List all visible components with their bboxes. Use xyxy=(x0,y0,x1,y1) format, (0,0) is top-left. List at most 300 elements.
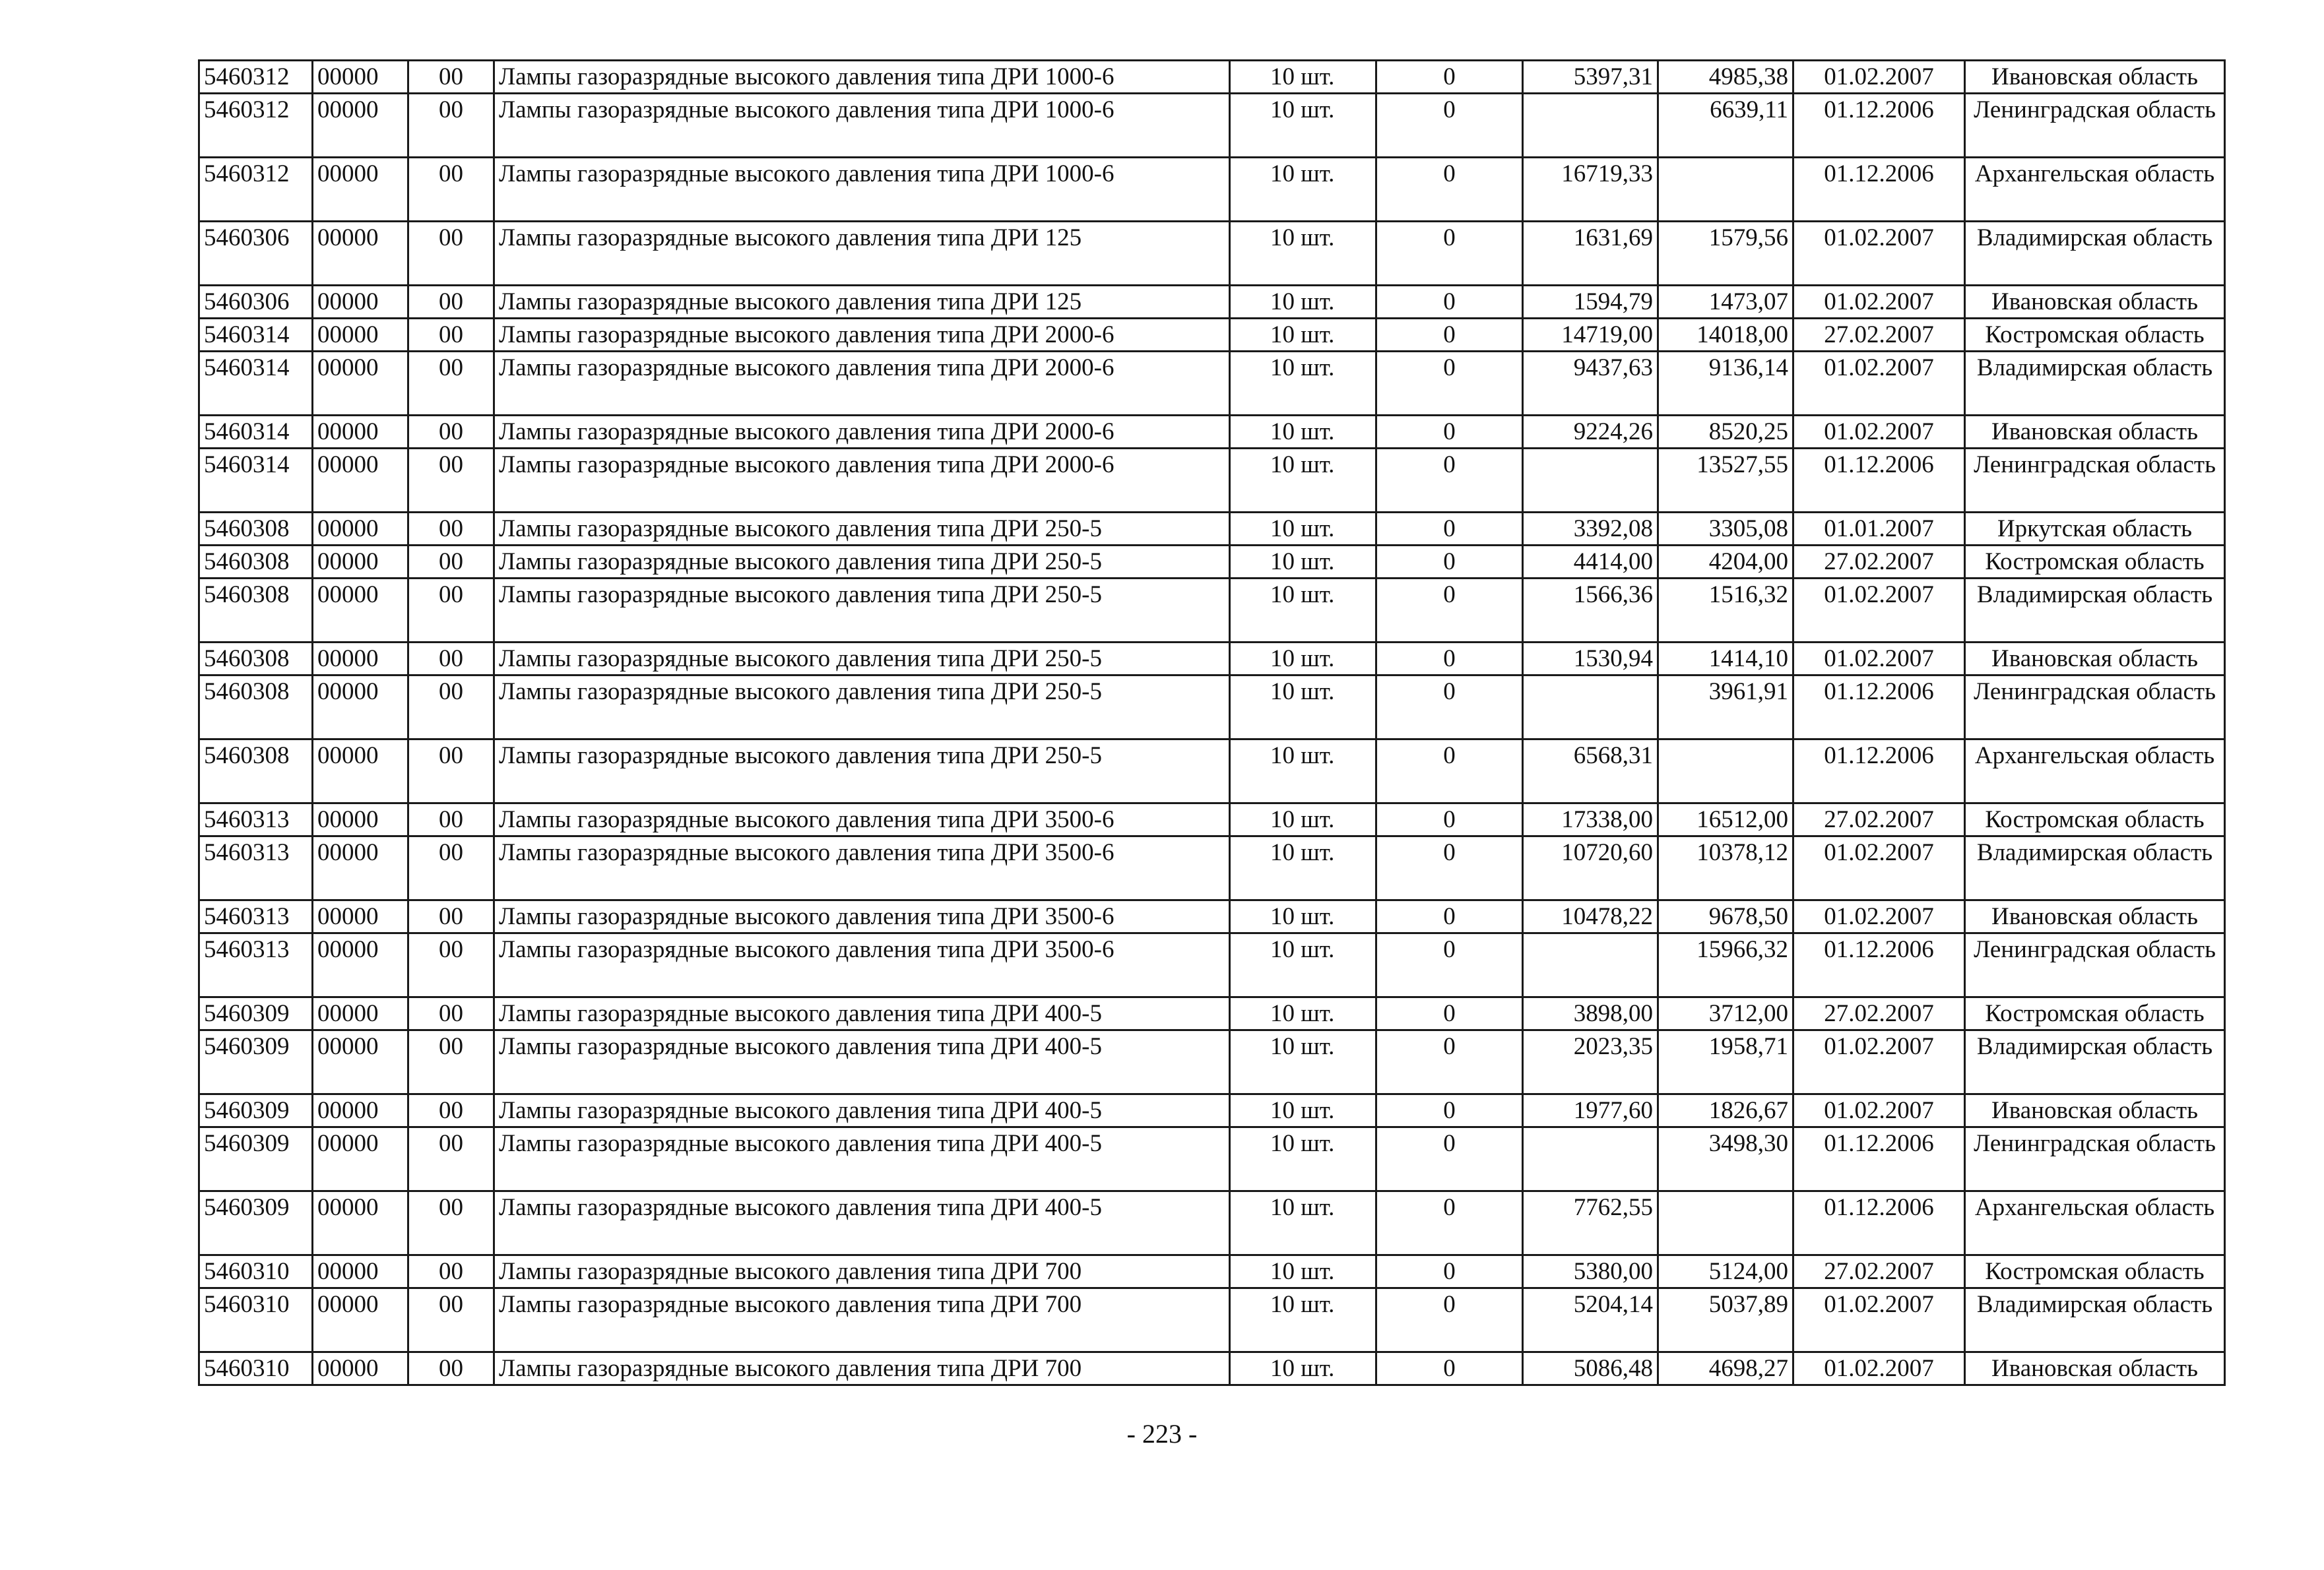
cell-item-name: Лампы газоразрядные высокого давления типа ДРИ 1000-6 xyxy=(494,158,1230,222)
cell-region: Костромская область xyxy=(1965,997,2225,1030)
cell-item-name: Лампы газоразрядные высокого давления типа ДРИ 3500-6 xyxy=(494,900,1230,933)
cell-quantity: 0 xyxy=(1376,416,1523,449)
cell-item-name: Лампы газоразрядные высокого давления типа ДРИ 400-5 xyxy=(494,1191,1230,1255)
cell-zero-code: 00 xyxy=(408,222,494,286)
cell-price-1: 5380,00 xyxy=(1523,1255,1658,1288)
cell-price-2 xyxy=(1658,158,1793,222)
cell-zero-code: 00 xyxy=(408,1094,494,1127)
cell-region: Архангельская область xyxy=(1965,1191,2225,1255)
cell-date: 01.12.2006 xyxy=(1793,449,1965,513)
cell-unit: 10 шт. xyxy=(1230,739,1376,803)
cell-code: 5460306 xyxy=(199,286,313,319)
cell-price-1: 1566,36 xyxy=(1523,579,1658,643)
cell-price-2: 1826,67 xyxy=(1658,1094,1793,1127)
cell-quantity: 0 xyxy=(1376,836,1523,900)
cell-unit: 10 шт. xyxy=(1230,319,1376,352)
cell-code: 5460308 xyxy=(199,546,313,579)
cell-code: 5460309 xyxy=(199,1030,313,1094)
cell-item-name: Лампы газоразрядные высокого давления типа ДРИ 250-5 xyxy=(494,739,1230,803)
cell-quantity: 0 xyxy=(1376,579,1523,643)
cell-unit: 10 шт. xyxy=(1230,352,1376,416)
cell-price-2: 4698,27 xyxy=(1658,1352,1793,1385)
cell-price-1: 1594,79 xyxy=(1523,286,1658,319)
cell-code: 5460309 xyxy=(199,1127,313,1191)
cell-price-1 xyxy=(1523,449,1658,513)
cell-unit: 10 шт. xyxy=(1230,1094,1376,1127)
cell-zero-code: 00 xyxy=(408,933,494,997)
page-number: - 223 - xyxy=(1126,1419,1198,1449)
cell-price-2: 3961,91 xyxy=(1658,675,1793,739)
cell-price-1: 2023,35 xyxy=(1523,1030,1658,1094)
cell-price-2: 3305,08 xyxy=(1658,513,1793,546)
cell-quantity: 0 xyxy=(1376,1094,1523,1127)
cell-region: Ивановская область xyxy=(1965,1094,2225,1127)
cell-price-1: 17338,00 xyxy=(1523,803,1658,836)
cell-unit: 10 шт. xyxy=(1230,933,1376,997)
cell-region: Ивановская область xyxy=(1965,416,2225,449)
cell-unit: 10 шт. xyxy=(1230,286,1376,319)
cell-region: Ивановская область xyxy=(1965,643,2225,675)
cell-region: Архангельская область xyxy=(1965,739,2225,803)
cell-code: 5460313 xyxy=(199,900,313,933)
table-row xyxy=(199,900,2225,933)
cell-date: 01.12.2006 xyxy=(1793,933,1965,997)
cell-zero-code: 00 xyxy=(408,513,494,546)
table-row xyxy=(199,1030,2225,1094)
cell-date: 01.02.2007 xyxy=(1793,61,1965,94)
cell-subcode: 00000 xyxy=(313,1127,408,1191)
cell-quantity: 0 xyxy=(1376,1352,1523,1385)
cell-item-name: Лампы газоразрядные высокого давления типа ДРИ 700 xyxy=(494,1288,1230,1352)
cell-price-1: 4414,00 xyxy=(1523,546,1658,579)
cell-price-2: 6639,11 xyxy=(1658,94,1793,158)
cell-date: 27.02.2007 xyxy=(1793,803,1965,836)
cell-subcode: 00000 xyxy=(313,61,408,94)
cell-price-1: 1530,94 xyxy=(1523,643,1658,675)
cell-unit: 10 шт. xyxy=(1230,416,1376,449)
cell-region: Иркутская область xyxy=(1965,513,2225,546)
cell-unit: 10 шт. xyxy=(1230,675,1376,739)
cell-item-name: Лампы газоразрядные высокого давления типа ДРИ 2000-6 xyxy=(494,352,1230,416)
cell-unit: 10 шт. xyxy=(1230,158,1376,222)
cell-zero-code: 00 xyxy=(408,286,494,319)
cell-zero-code: 00 xyxy=(408,803,494,836)
cell-quantity: 0 xyxy=(1376,286,1523,319)
cell-region: Ивановская область xyxy=(1965,286,2225,319)
table-row xyxy=(199,416,2225,449)
cell-subcode: 00000 xyxy=(313,546,408,579)
cell-subcode: 00000 xyxy=(313,643,408,675)
cell-price-2: 4985,38 xyxy=(1658,61,1793,94)
cell-zero-code: 00 xyxy=(408,1191,494,1255)
table-row xyxy=(199,94,2225,158)
cell-price-2 xyxy=(1658,739,1793,803)
cell-subcode: 00000 xyxy=(313,1191,408,1255)
cell-unit: 10 шт. xyxy=(1230,579,1376,643)
cell-region: Ленинградская область xyxy=(1965,449,2225,513)
cell-subcode: 00000 xyxy=(313,319,408,352)
cell-item-name: Лампы газоразрядные высокого давления типа ДРИ 1000-6 xyxy=(494,94,1230,158)
cell-price-2: 1579,56 xyxy=(1658,222,1793,286)
cell-region: Ивановская область xyxy=(1965,900,2225,933)
cell-item-name: Лампы газоразрядные высокого давления типа ДРИ 2000-6 xyxy=(494,319,1230,352)
cell-date: 01.02.2007 xyxy=(1793,352,1965,416)
cell-unit: 10 шт. xyxy=(1230,222,1376,286)
cell-region: Ленинградская область xyxy=(1965,94,2225,158)
cell-subcode: 00000 xyxy=(313,1255,408,1288)
cell-price-1 xyxy=(1523,94,1658,158)
cell-item-name: Лампы газоразрядные высокого давления типа ДРИ 250-5 xyxy=(494,675,1230,739)
cell-item-name: Лампы газоразрядные высокого давления типа ДРИ 250-5 xyxy=(494,546,1230,579)
cell-date: 27.02.2007 xyxy=(1793,319,1965,352)
cell-date: 01.01.2007 xyxy=(1793,513,1965,546)
cell-item-name: Лампы газоразрядные высокого давления типа ДРИ 250-5 xyxy=(494,643,1230,675)
cell-region: Костромская область xyxy=(1965,546,2225,579)
cell-date: 01.02.2007 xyxy=(1793,286,1965,319)
cell-price-1: 3898,00 xyxy=(1523,997,1658,1030)
cell-code: 5460314 xyxy=(199,319,313,352)
cell-price-2: 3712,00 xyxy=(1658,997,1793,1030)
cell-quantity: 0 xyxy=(1376,997,1523,1030)
cell-zero-code: 00 xyxy=(408,546,494,579)
cell-code: 5460312 xyxy=(199,61,313,94)
cell-subcode: 00000 xyxy=(313,222,408,286)
cell-zero-code: 00 xyxy=(408,675,494,739)
cell-date: 27.02.2007 xyxy=(1793,546,1965,579)
cell-zero-code: 00 xyxy=(408,61,494,94)
cell-region: Костромская область xyxy=(1965,1255,2225,1288)
price-table xyxy=(198,59,2226,1386)
cell-region: Владимирская область xyxy=(1965,1288,2225,1352)
cell-item-name: Лампы газоразрядные высокого давления типа ДРИ 400-5 xyxy=(494,1030,1230,1094)
cell-unit: 10 шт. xyxy=(1230,1030,1376,1094)
cell-item-name: Лампы газоразрядные высокого давления типа ДРИ 400-5 xyxy=(494,997,1230,1030)
cell-region: Архангельская область xyxy=(1965,158,2225,222)
cell-date: 01.02.2007 xyxy=(1793,1094,1965,1127)
table-row xyxy=(199,1288,2225,1352)
cell-region: Владимирская область xyxy=(1965,836,2225,900)
cell-unit: 10 шт. xyxy=(1230,643,1376,675)
cell-subcode: 00000 xyxy=(313,803,408,836)
cell-unit: 10 шт. xyxy=(1230,803,1376,836)
cell-date: 01.12.2006 xyxy=(1793,1127,1965,1191)
cell-zero-code: 00 xyxy=(408,1288,494,1352)
cell-subcode: 00000 xyxy=(313,900,408,933)
cell-zero-code: 00 xyxy=(408,319,494,352)
cell-quantity: 0 xyxy=(1376,1191,1523,1255)
cell-price-2: 1958,71 xyxy=(1658,1030,1793,1094)
cell-subcode: 00000 xyxy=(313,449,408,513)
cell-price-1 xyxy=(1523,675,1658,739)
table-row xyxy=(199,222,2225,286)
cell-date: 01.02.2007 xyxy=(1793,416,1965,449)
cell-price-2: 9678,50 xyxy=(1658,900,1793,933)
cell-code: 5460309 xyxy=(199,1094,313,1127)
cell-price-1: 5204,14 xyxy=(1523,1288,1658,1352)
cell-quantity: 0 xyxy=(1376,513,1523,546)
cell-price-2: 8520,25 xyxy=(1658,416,1793,449)
cell-zero-code: 00 xyxy=(408,1030,494,1094)
cell-code: 5460312 xyxy=(199,94,313,158)
cell-unit: 10 шт. xyxy=(1230,94,1376,158)
cell-code: 5460310 xyxy=(199,1255,313,1288)
cell-price-2: 5037,89 xyxy=(1658,1288,1793,1352)
cell-zero-code: 00 xyxy=(408,1255,494,1288)
cell-date: 01.02.2007 xyxy=(1793,1352,1965,1385)
cell-code: 5460309 xyxy=(199,997,313,1030)
cell-date: 27.02.2007 xyxy=(1793,997,1965,1030)
cell-date: 01.02.2007 xyxy=(1793,900,1965,933)
table-row xyxy=(199,803,2225,836)
cell-region: Владимирская область xyxy=(1965,222,2225,286)
cell-quantity: 0 xyxy=(1376,222,1523,286)
cell-quantity: 0 xyxy=(1376,933,1523,997)
cell-date: 01.02.2007 xyxy=(1793,1030,1965,1094)
cell-zero-code: 00 xyxy=(408,900,494,933)
cell-zero-code: 00 xyxy=(408,739,494,803)
cell-region: Ленинградская область xyxy=(1965,1127,2225,1191)
cell-price-1: 10478,22 xyxy=(1523,900,1658,933)
table-row xyxy=(199,513,2225,546)
cell-item-name: Лампы газоразрядные высокого давления типа ДРИ 1000-6 xyxy=(494,61,1230,94)
table-row xyxy=(199,1255,2225,1288)
cell-price-2: 9136,14 xyxy=(1658,352,1793,416)
cell-subcode: 00000 xyxy=(313,933,408,997)
cell-price-1: 5086,48 xyxy=(1523,1352,1658,1385)
cell-zero-code: 00 xyxy=(408,1127,494,1191)
cell-zero-code: 00 xyxy=(408,643,494,675)
cell-quantity: 0 xyxy=(1376,1030,1523,1094)
cell-unit: 10 шт. xyxy=(1230,513,1376,546)
table-row xyxy=(199,61,2225,94)
cell-code: 5460312 xyxy=(199,158,313,222)
cell-code: 5460313 xyxy=(199,933,313,997)
cell-unit: 10 шт. xyxy=(1230,836,1376,900)
cell-quantity: 0 xyxy=(1376,739,1523,803)
table-row xyxy=(199,643,2225,675)
cell-quantity: 0 xyxy=(1376,900,1523,933)
cell-item-name: Лампы газоразрядные высокого давления типа ДРИ 700 xyxy=(494,1352,1230,1385)
table-row xyxy=(199,739,2225,803)
cell-date: 01.02.2007 xyxy=(1793,643,1965,675)
cell-item-name: Лампы газоразрядные высокого давления типа ДРИ 250-5 xyxy=(494,513,1230,546)
cell-subcode: 00000 xyxy=(313,158,408,222)
table-row xyxy=(199,579,2225,643)
cell-unit: 10 шт. xyxy=(1230,449,1376,513)
cell-price-1: 3392,08 xyxy=(1523,513,1658,546)
cell-item-name: Лампы газоразрядные высокого давления типа ДРИ 125 xyxy=(494,286,1230,319)
price-table-body xyxy=(199,61,2225,1385)
cell-price-1: 7762,55 xyxy=(1523,1191,1658,1255)
cell-region: Ивановская область xyxy=(1965,1352,2225,1385)
cell-subcode: 00000 xyxy=(313,1352,408,1385)
cell-unit: 10 шт. xyxy=(1230,1191,1376,1255)
table-row xyxy=(199,1127,2225,1191)
cell-subcode: 00000 xyxy=(313,836,408,900)
cell-item-name: Лампы газоразрядные высокого давления типа ДРИ 250-5 xyxy=(494,579,1230,643)
cell-subcode: 00000 xyxy=(313,286,408,319)
table-row xyxy=(199,836,2225,900)
cell-price-1: 16719,33 xyxy=(1523,158,1658,222)
cell-quantity: 0 xyxy=(1376,158,1523,222)
cell-item-name: Лампы газоразрядные высокого давления типа ДРИ 125 xyxy=(494,222,1230,286)
cell-price-1: 10720,60 xyxy=(1523,836,1658,900)
table-row xyxy=(199,1191,2225,1255)
cell-date: 01.12.2006 xyxy=(1793,1191,1965,1255)
cell-date: 27.02.2007 xyxy=(1793,1255,1965,1288)
cell-unit: 10 шт. xyxy=(1230,1127,1376,1191)
table-row xyxy=(199,449,2225,513)
cell-quantity: 0 xyxy=(1376,546,1523,579)
cell-zero-code: 00 xyxy=(408,158,494,222)
cell-region: Ивановская область xyxy=(1965,61,2225,94)
table-row xyxy=(199,1094,2225,1127)
cell-quantity: 0 xyxy=(1376,61,1523,94)
cell-price-2: 15966,32 xyxy=(1658,933,1793,997)
cell-unit: 10 шт. xyxy=(1230,1288,1376,1352)
cell-quantity: 0 xyxy=(1376,94,1523,158)
cell-region: Ленинградская область xyxy=(1965,933,2225,997)
cell-subcode: 00000 xyxy=(313,675,408,739)
cell-region: Костромская область xyxy=(1965,319,2225,352)
cell-item-name: Лампы газоразрядные высокого давления типа ДРИ 700 xyxy=(494,1255,1230,1288)
cell-subcode: 00000 xyxy=(313,416,408,449)
cell-date: 01.02.2007 xyxy=(1793,836,1965,900)
cell-unit: 10 шт. xyxy=(1230,1255,1376,1288)
cell-price-2: 1473,07 xyxy=(1658,286,1793,319)
cell-code: 5460308 xyxy=(199,513,313,546)
cell-zero-code: 00 xyxy=(408,94,494,158)
cell-zero-code: 00 xyxy=(408,416,494,449)
cell-unit: 10 шт. xyxy=(1230,61,1376,94)
table-row xyxy=(199,352,2225,416)
table-row xyxy=(199,933,2225,997)
cell-region: Владимирская область xyxy=(1965,1030,2225,1094)
cell-price-2 xyxy=(1658,1191,1793,1255)
cell-quantity: 0 xyxy=(1376,675,1523,739)
cell-price-1 xyxy=(1523,933,1658,997)
cell-code: 5460309 xyxy=(199,1191,313,1255)
cell-date: 01.12.2006 xyxy=(1793,94,1965,158)
cell-price-1: 14719,00 xyxy=(1523,319,1658,352)
cell-price-2: 4204,00 xyxy=(1658,546,1793,579)
cell-quantity: 0 xyxy=(1376,1255,1523,1288)
cell-price-1: 1977,60 xyxy=(1523,1094,1658,1127)
cell-price-2: 16512,00 xyxy=(1658,803,1793,836)
cell-subcode: 00000 xyxy=(313,1094,408,1127)
cell-quantity: 0 xyxy=(1376,449,1523,513)
cell-item-name: Лампы газоразрядные высокого давления типа ДРИ 3500-6 xyxy=(494,803,1230,836)
cell-code: 5460314 xyxy=(199,416,313,449)
table-row xyxy=(199,997,2225,1030)
cell-code: 5460313 xyxy=(199,836,313,900)
cell-region: Костромская область xyxy=(1965,803,2225,836)
cell-price-2: 3498,30 xyxy=(1658,1127,1793,1191)
table-row xyxy=(199,158,2225,222)
cell-price-1 xyxy=(1523,1127,1658,1191)
cell-code: 5460310 xyxy=(199,1352,313,1385)
cell-quantity: 0 xyxy=(1376,1288,1523,1352)
cell-item-name: Лампы газоразрядные высокого давления типа ДРИ 400-5 xyxy=(494,1127,1230,1191)
cell-code: 5460306 xyxy=(199,222,313,286)
cell-code: 5460308 xyxy=(199,739,313,803)
cell-subcode: 00000 xyxy=(313,352,408,416)
cell-subcode: 00000 xyxy=(313,513,408,546)
cell-subcode: 00000 xyxy=(313,997,408,1030)
cell-region: Владимирская область xyxy=(1965,579,2225,643)
cell-date: 01.02.2007 xyxy=(1793,1288,1965,1352)
cell-code: 5460308 xyxy=(199,643,313,675)
cell-price-2: 1516,32 xyxy=(1658,579,1793,643)
cell-code: 5460310 xyxy=(199,1288,313,1352)
cell-item-name: Лампы газоразрядные высокого давления типа ДРИ 400-5 xyxy=(494,1094,1230,1127)
table-row xyxy=(199,546,2225,579)
cell-subcode: 00000 xyxy=(313,579,408,643)
table-row xyxy=(199,286,2225,319)
cell-item-name: Лампы газоразрядные высокого давления типа ДРИ 3500-6 xyxy=(494,836,1230,900)
cell-unit: 10 шт. xyxy=(1230,546,1376,579)
cell-price-1: 9224,26 xyxy=(1523,416,1658,449)
cell-price-1: 1631,69 xyxy=(1523,222,1658,286)
cell-quantity: 0 xyxy=(1376,1127,1523,1191)
cell-price-1: 9437,63 xyxy=(1523,352,1658,416)
cell-region: Ленинградская область xyxy=(1965,675,2225,739)
cell-zero-code: 00 xyxy=(408,449,494,513)
cell-date: 01.12.2006 xyxy=(1793,158,1965,222)
cell-quantity: 0 xyxy=(1376,643,1523,675)
cell-subcode: 00000 xyxy=(313,94,408,158)
cell-item-name: Лампы газоразрядные высокого давления типа ДРИ 3500-6 xyxy=(494,933,1230,997)
cell-unit: 10 шт. xyxy=(1230,900,1376,933)
cell-price-2: 1414,10 xyxy=(1658,643,1793,675)
cell-date: 01.12.2006 xyxy=(1793,739,1965,803)
cell-price-1: 5397,31 xyxy=(1523,61,1658,94)
cell-subcode: 00000 xyxy=(313,739,408,803)
cell-quantity: 0 xyxy=(1376,352,1523,416)
table-row xyxy=(199,1352,2225,1385)
cell-quantity: 0 xyxy=(1376,319,1523,352)
cell-zero-code: 00 xyxy=(408,1352,494,1385)
cell-subcode: 00000 xyxy=(313,1030,408,1094)
cell-code: 5460314 xyxy=(199,449,313,513)
cell-price-2: 13527,55 xyxy=(1658,449,1793,513)
cell-item-name: Лампы газоразрядные высокого давления типа ДРИ 2000-6 xyxy=(494,416,1230,449)
cell-price-1: 6568,31 xyxy=(1523,739,1658,803)
cell-zero-code: 00 xyxy=(408,352,494,416)
cell-code: 5460308 xyxy=(199,675,313,739)
cell-code: 5460314 xyxy=(199,352,313,416)
cell-price-2: 5124,00 xyxy=(1658,1255,1793,1288)
cell-item-name: Лампы газоразрядные высокого давления типа ДРИ 2000-6 xyxy=(494,449,1230,513)
cell-quantity: 0 xyxy=(1376,803,1523,836)
cell-price-2: 10378,12 xyxy=(1658,836,1793,900)
cell-unit: 10 шт. xyxy=(1230,1352,1376,1385)
cell-date: 01.02.2007 xyxy=(1793,222,1965,286)
cell-region: Владимирская область xyxy=(1965,352,2225,416)
cell-zero-code: 00 xyxy=(408,997,494,1030)
cell-code: 5460313 xyxy=(199,803,313,836)
table-row xyxy=(199,319,2225,352)
cell-price-2: 14018,00 xyxy=(1658,319,1793,352)
cell-zero-code: 00 xyxy=(408,579,494,643)
cell-code: 5460308 xyxy=(199,579,313,643)
cell-unit: 10 шт. xyxy=(1230,997,1376,1030)
table-row xyxy=(199,675,2225,739)
cell-subcode: 00000 xyxy=(313,1288,408,1352)
cell-date: 01.12.2006 xyxy=(1793,675,1965,739)
cell-date: 01.02.2007 xyxy=(1793,579,1965,643)
cell-zero-code: 00 xyxy=(408,836,494,900)
